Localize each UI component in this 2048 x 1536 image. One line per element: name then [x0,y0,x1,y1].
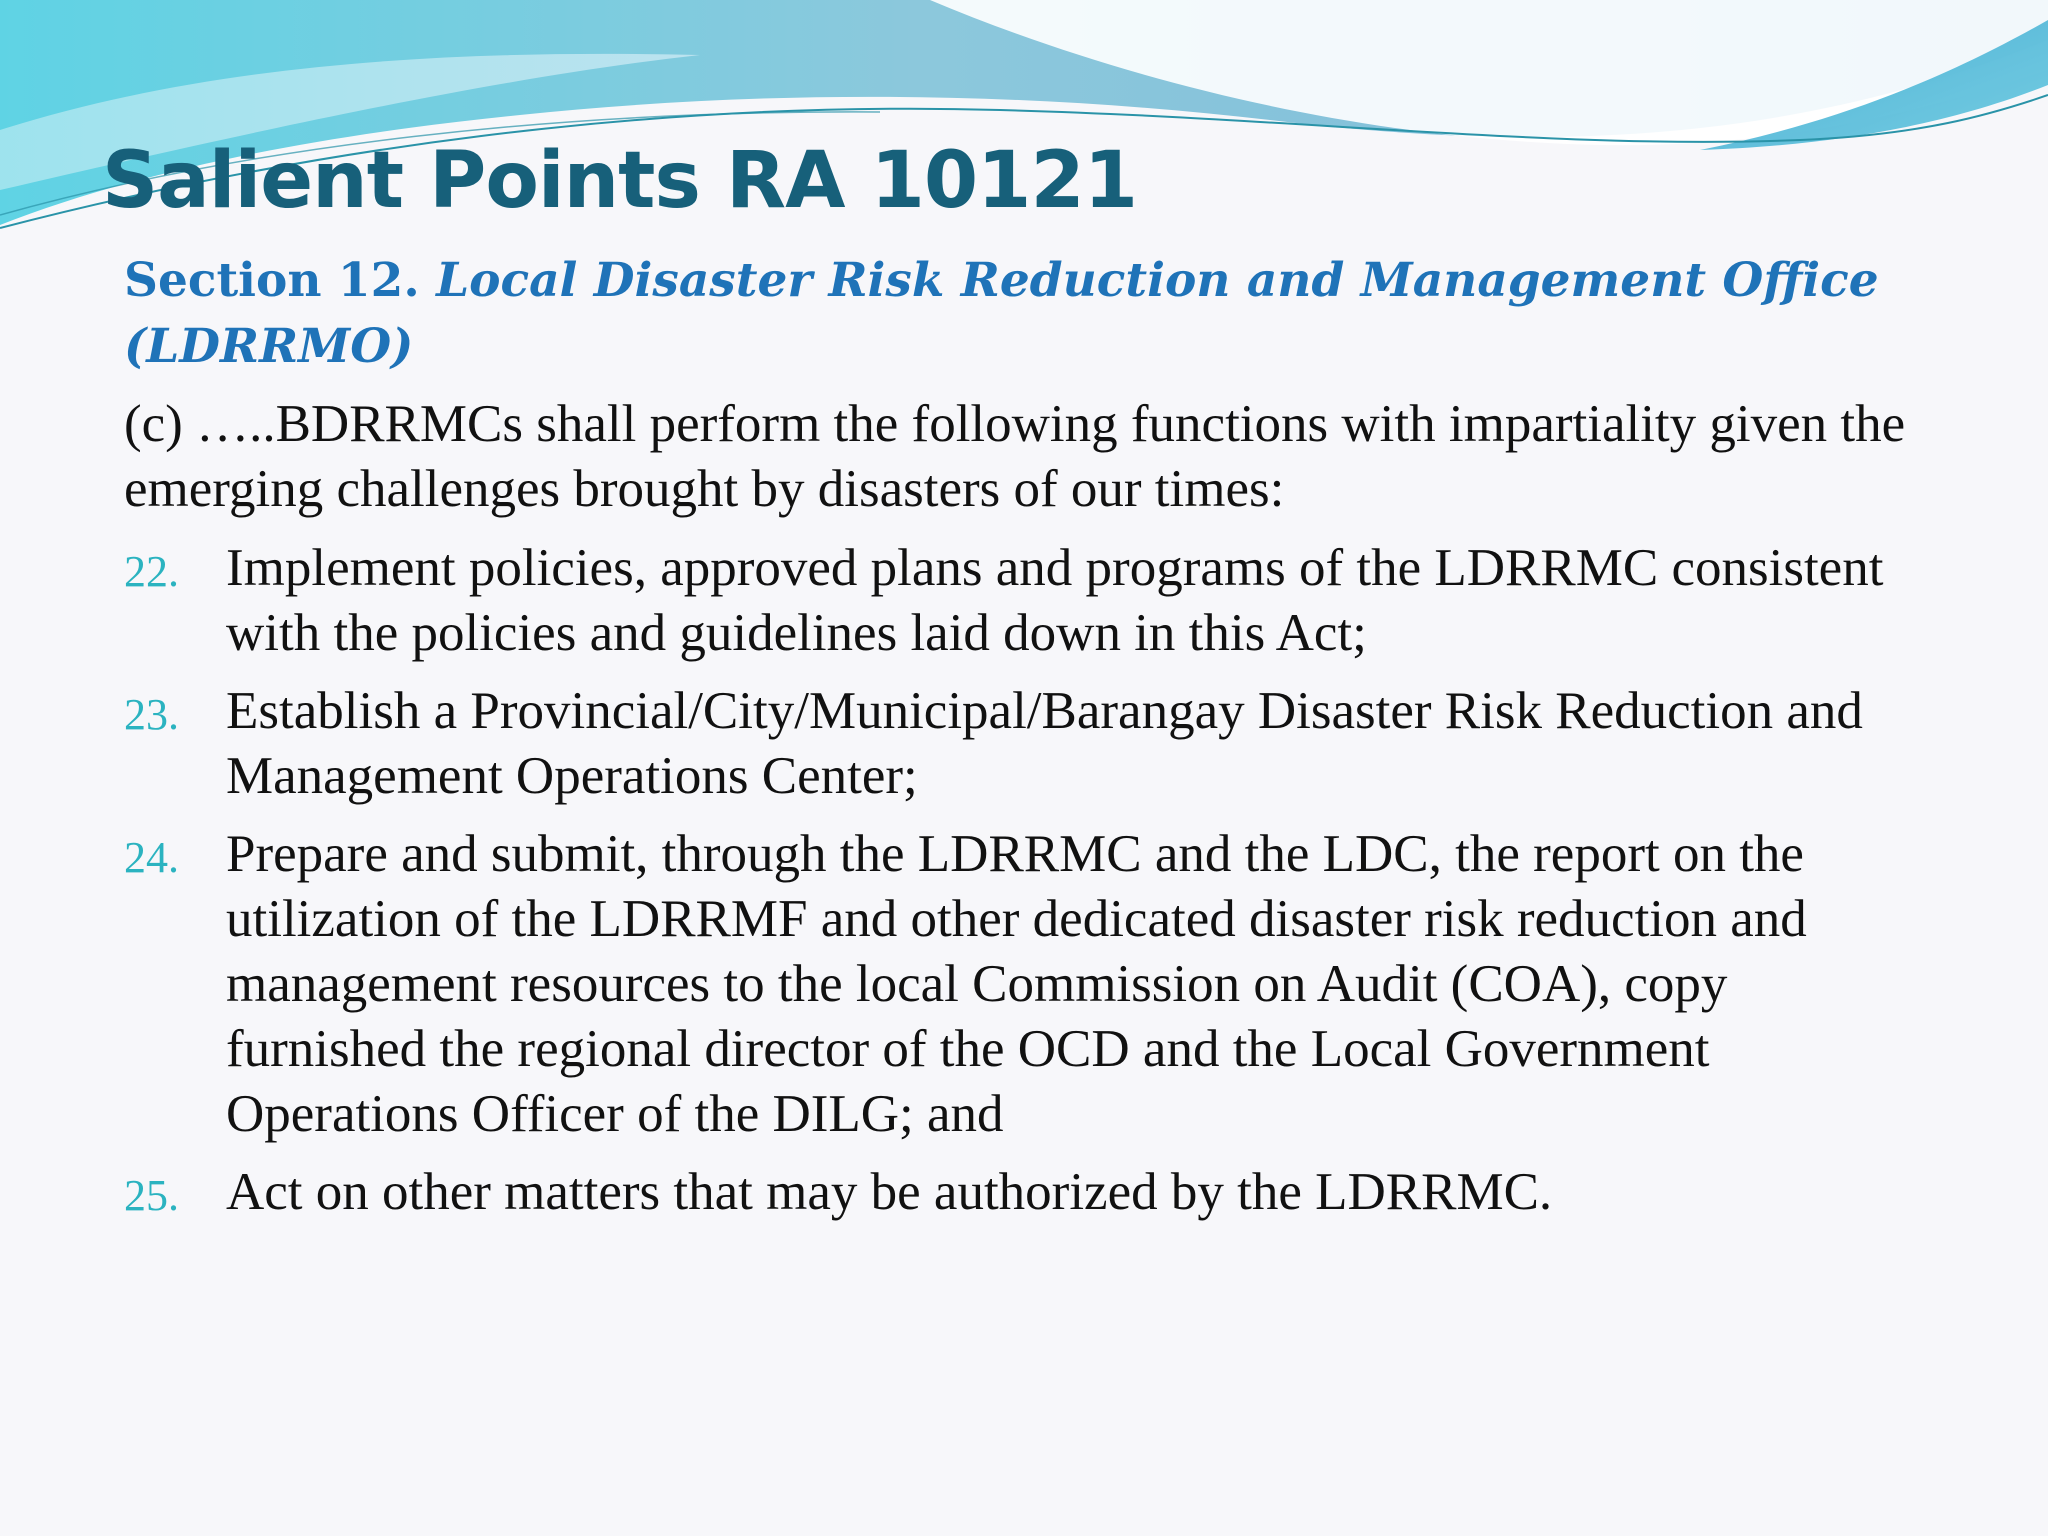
item-text: Implement policies, approved plans and programs of the LDRRMC consistent with the policies and guidelines laid down in this Act; [226,539,1884,662]
item-text: Prepare and submit, through the LDRRMC and the LDC, the report on the utilization of the LDRRMF and other dedicated disaster risk reduction and management resources to the local Commission on Audit (COA), copy furnished the regional director of the OCD and the Local Government Operations Officer of the DILG; and [226,825,1807,1143]
intro-paragraph: (c) …..BDRRMCs shall perform the following functions with impartiality given the emerging challenges brought by disasters of our times: [124,395,1906,518]
section-name: Local Disaster Risk Reduction and Management Office (LDRRMO) [124,253,1879,374]
slide-title: Salient Points RA 10121 [102,136,1137,226]
item-number: 25. [124,1171,179,1220]
item-number: 24. [124,833,179,882]
item-number: 23. [124,690,179,739]
list-item [124,822,1924,1147]
list-item [124,1160,1924,1225]
list-item [124,679,1924,809]
section-heading [124,248,1944,380]
list-item [124,536,1924,666]
function-list [124,536,1924,1238]
item-text: Act on other matters that may be authorized by the LDRRMC. [226,1163,1553,1221]
item-number: 22. [124,547,179,596]
item-text: Establish a Provincial/City/Municipal/Barangay Disaster Risk Reduction and Management Operations Center; [226,682,1863,805]
section-number: Section 12. [124,253,420,308]
